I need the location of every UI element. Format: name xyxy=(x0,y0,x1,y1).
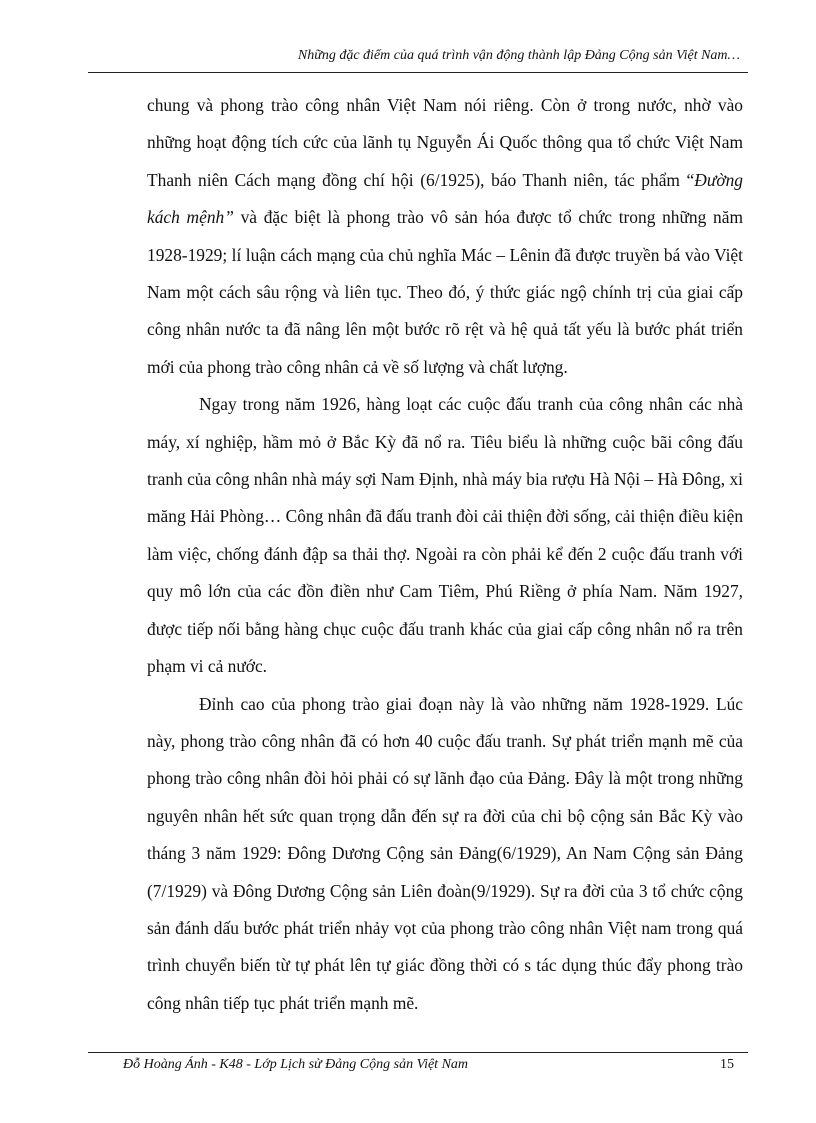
page-number: 15 xyxy=(720,1057,734,1072)
body-text xyxy=(147,87,743,1022)
footer-divider xyxy=(88,1052,748,1053)
paragraph-2: Ngay trong năm 1926, hàng loạt các cuộc đấu tranh của công nhân các nhà máy, xí nghiệp, hầm mỏ ở Bắc Kỳ đã nổ ra. Tiêu biểu là những cuộc bãi công đấu tranh của công nhân nhà máy sợi Nam Định, nhà máy bia rượu Hà Nội – Hà Đông, xi măng Hải Phòng… Công nhân đã đấu tranh đòi cải thiện đời sống, cải thiện điều kiện làm việc, chống đánh đập sa thải thợ. Ngoài ra còn phải kể đến 2 cuộc đấu tranh với quy mô lớn của các đồn điền như Cam Tiêm, Phú Riềng ở phía Nam. Năm 1927, được tiếp nối bằng hàng chục cuộc đấu tranh khác của giai cấp công nhân nổ ra trên phạm vi cả nước. xyxy=(147,394,744,677)
book-title-italic: Đường kách mệnh” xyxy=(147,169,743,228)
paragraph-1-text-a: chung và phong trào công nhân Việt Nam nói riêng. Còn ở trong nước, nhờ vào những hoạt động tích cức của lãnh tụ Nguyễn Ái Quốc thông qua tổ chức Việt Nam Thanh niên Cách mạng đồng chí hội (6/1925), báo Thanh niên, tác phẩm “ xyxy=(147,95,743,190)
footer-author-line: Đỗ Hoàng Ánh - K48 - Lớp Lịch sử Đảng Cộng sản Việt Nam xyxy=(123,1057,469,1072)
paragraph-1-text-b: và đặc biệt là phong trào vô sản hóa được tổ chức trong những năm 1928-1929; lí luận cách mạng của chủ nghĩa Mác – Lênin đã được truyền bá vào Việt Nam một cách sâu rộng và liên tục. Theo đó, ý thức giác ngộ chính trị của giai cấp công nhân nước ta đã nâng lên một bước rõ rệt và hệ quả tất yếu là bước phát triển mới của phong trào công nhân cả về số lượng và chất lượng. xyxy=(147,207,743,377)
paragraph-3: Đỉnh cao của phong trào giai đoạn này là vào những năm 1928-1929. Lúc này, phong trào công nhân đã có hơn 40 cuộc đấu tranh. Sự phát triển mạnh mẽ của phong trào công nhân đòi hỏi phải có sự lãnh đạo của Đảng. Đây là một trong những nguyên nhân hết sức quan trọng dẫn đến sự ra đời của chi bộ cộng sản Bắc Kỳ vào tháng 3 năm 1929: Đông Dương Cộng sản Đảng(6/1929), An Nam Cộng sản Đảng (7/1929) và Đông Dương Cộng sản Liên đoàn(9/1929). Sự ra đời của 3 tổ chức cộng sản đánh dấu bước phát triển nhảy vọt của phong trào công nhân Việt nam trong quá trình chuyển biến từ tự phát lên tự giác đồng thời có s tác dụng thúc đẩy phong trào công nhân tiếp tục phát triển mạnh mẽ. xyxy=(147,693,743,1013)
paragraph-1 xyxy=(147,87,743,386)
running-header: Những đặc điểm của quá trình vận động thành lập Đảng Cộng sản Việt Nam… xyxy=(297,48,740,63)
header-divider xyxy=(88,72,748,73)
